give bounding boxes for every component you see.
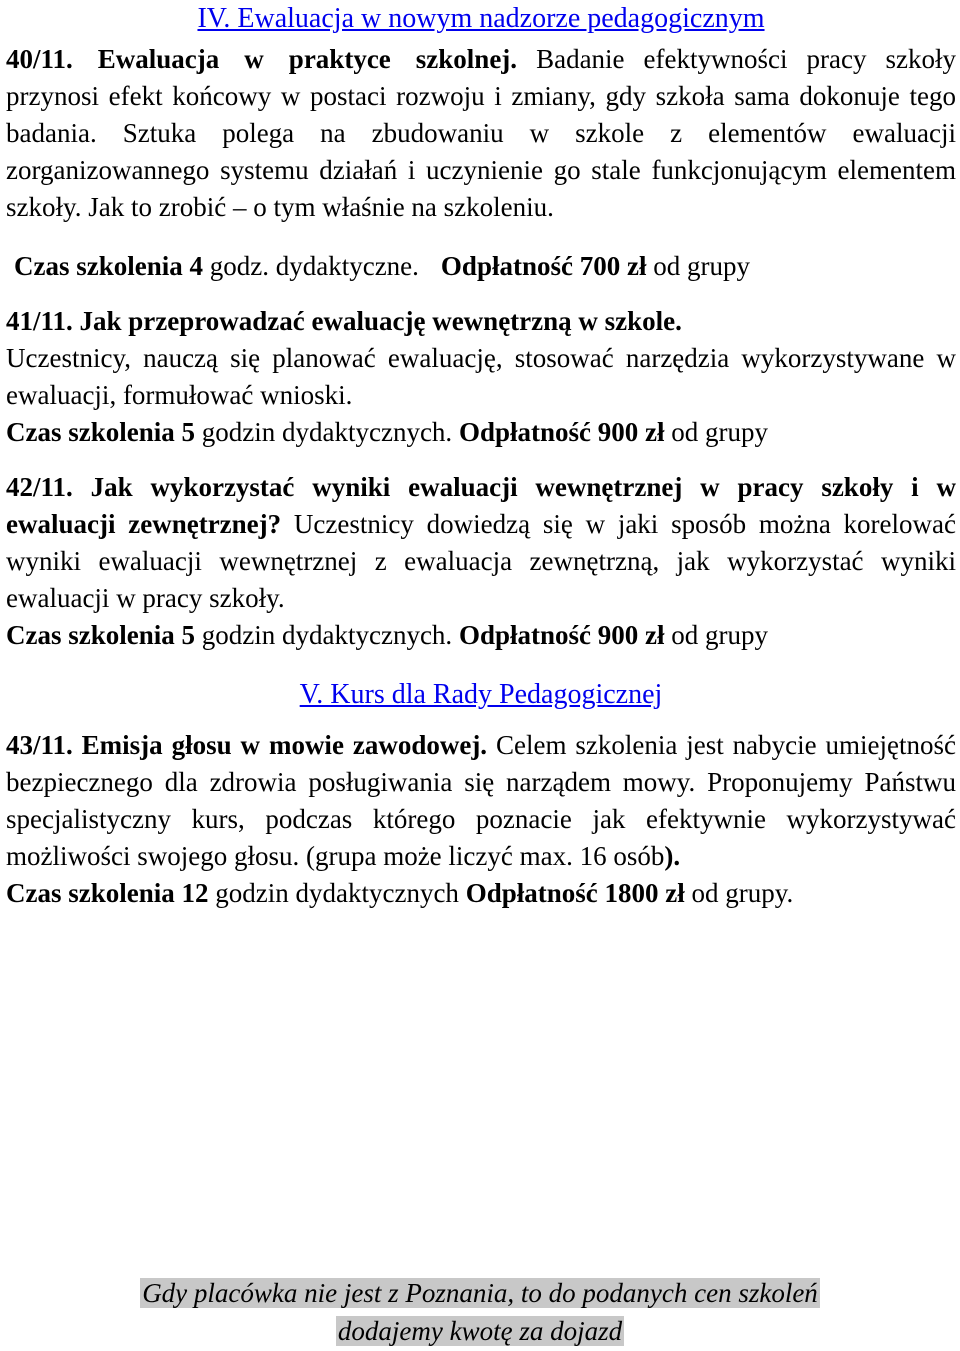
offer-body: Uczestnicy, nauczą się planować ewaluację, stosować narzędzia wykorzystywane w ewaluacji, formułować wnioski.: [6, 343, 956, 410]
duration-label: Czas szkolenia 5: [6, 620, 195, 650]
offer-title-line: [6, 303, 956, 340]
offer-description: [6, 41, 956, 226]
offer-title: 40/11. Ewaluacja w praktyce szkolnej.: [6, 44, 518, 74]
duration-text: godzin dydaktycznych: [215, 878, 459, 908]
fee-label: Odpłatność 700 zł: [440, 251, 647, 281]
offer-body: Celem szkolenia jest nabycie umiejętność bezpiecznego dla zdrowia posługiwania się narządem mowy. Proponujemy Państwu specjalistyczny kurs, podczas którego poznacie jak efektywnie wykorzystywać możliwości swojego głosu. (grupa może liczyć max. 16 osób: [6, 730, 957, 871]
offer-title: 42/11. Jak wykorzystać wyniki ewaluacji wewnętrznej w pracy szkoły i w ewaluacji zewnętrznej?: [6, 472, 956, 539]
fee-text: od grupy.: [691, 878, 794, 908]
offer-body: Badanie efektywności pracy szkoły przynosi efekt końcowy w postaci rozwoju i zmiany, gdy szkoła sama dokonuje tego badania. Sztuka polega na zbudowaniu w szkole z elementów ewaluacji zorganizowannego systemu działań i uczynienie go stale funkcjonującym elementem szkoły. Jak to zrobić – o tym właśnie na szkoleniu.: [6, 44, 956, 222]
fee-text: od grupy: [653, 251, 750, 281]
travel-note-line-1: Gdy placówka nie jest z Poznania, to do podanych cen szkoleń: [142, 1278, 818, 1308]
fee-label: Odpłatność 1800 zł: [465, 878, 685, 908]
duration-text: godz. dydaktyczne.: [209, 251, 419, 281]
offer-description: [6, 469, 956, 617]
duration-label: Czas szkolenia 5: [6, 417, 195, 447]
offer-duration-fee: [6, 414, 956, 451]
offer-title: 43/11. Emisja głosu w mowie zawodowej.: [6, 730, 488, 760]
offer-item-43: [6, 727, 956, 912]
travel-note-line-2: dodajemy kwotę za dojazd: [337, 1316, 623, 1346]
offer-item-42: [6, 469, 956, 654]
duration-text: godzin dydaktycznych.: [201, 417, 453, 447]
offer-duration-fee: [6, 248, 956, 285]
section-v-heading[interactable]: V. Kurs dla Rady Pedagogicznej: [299, 679, 663, 710]
fee-text: od grupy: [671, 620, 768, 650]
duration-label: Czas szkolenia 12: [6, 878, 209, 908]
offer-item-40: [6, 41, 956, 285]
offer-duration-fee: [6, 875, 956, 912]
duration-label: Czas szkolenia 4: [14, 251, 203, 281]
section-iv-heading[interactable]: IV. Ewaluacja w nowym nadzorze pedagogicznym: [197, 3, 765, 34]
fee-label: Odpłatność 900 zł: [458, 417, 665, 447]
offer-description: [6, 727, 956, 875]
offer-duration-fee: [6, 617, 956, 654]
offer-body-end: ).: [664, 841, 681, 871]
offer-item-41: [6, 303, 956, 451]
offer-title: 41/11. Jak przeprowadzać ewaluację wewnętrzną w szkole.: [6, 306, 682, 336]
fee-text: od grupy: [671, 417, 768, 447]
travel-cost-note: [0, 1274, 960, 1350]
fee-label: Odpłatność 900 zł: [458, 620, 665, 650]
duration-text: godzin dydaktycznych.: [201, 620, 453, 650]
offer-body: Uczestnicy dowiedzą się w jaki sposób można korelować wyniki ewaluacji wewnętrznej z ewaluacja zewnętrzną, jak wykorzystać wyniki ewaluacji w pracy szkoły.: [6, 509, 956, 613]
document-page: [6, 0, 956, 912]
